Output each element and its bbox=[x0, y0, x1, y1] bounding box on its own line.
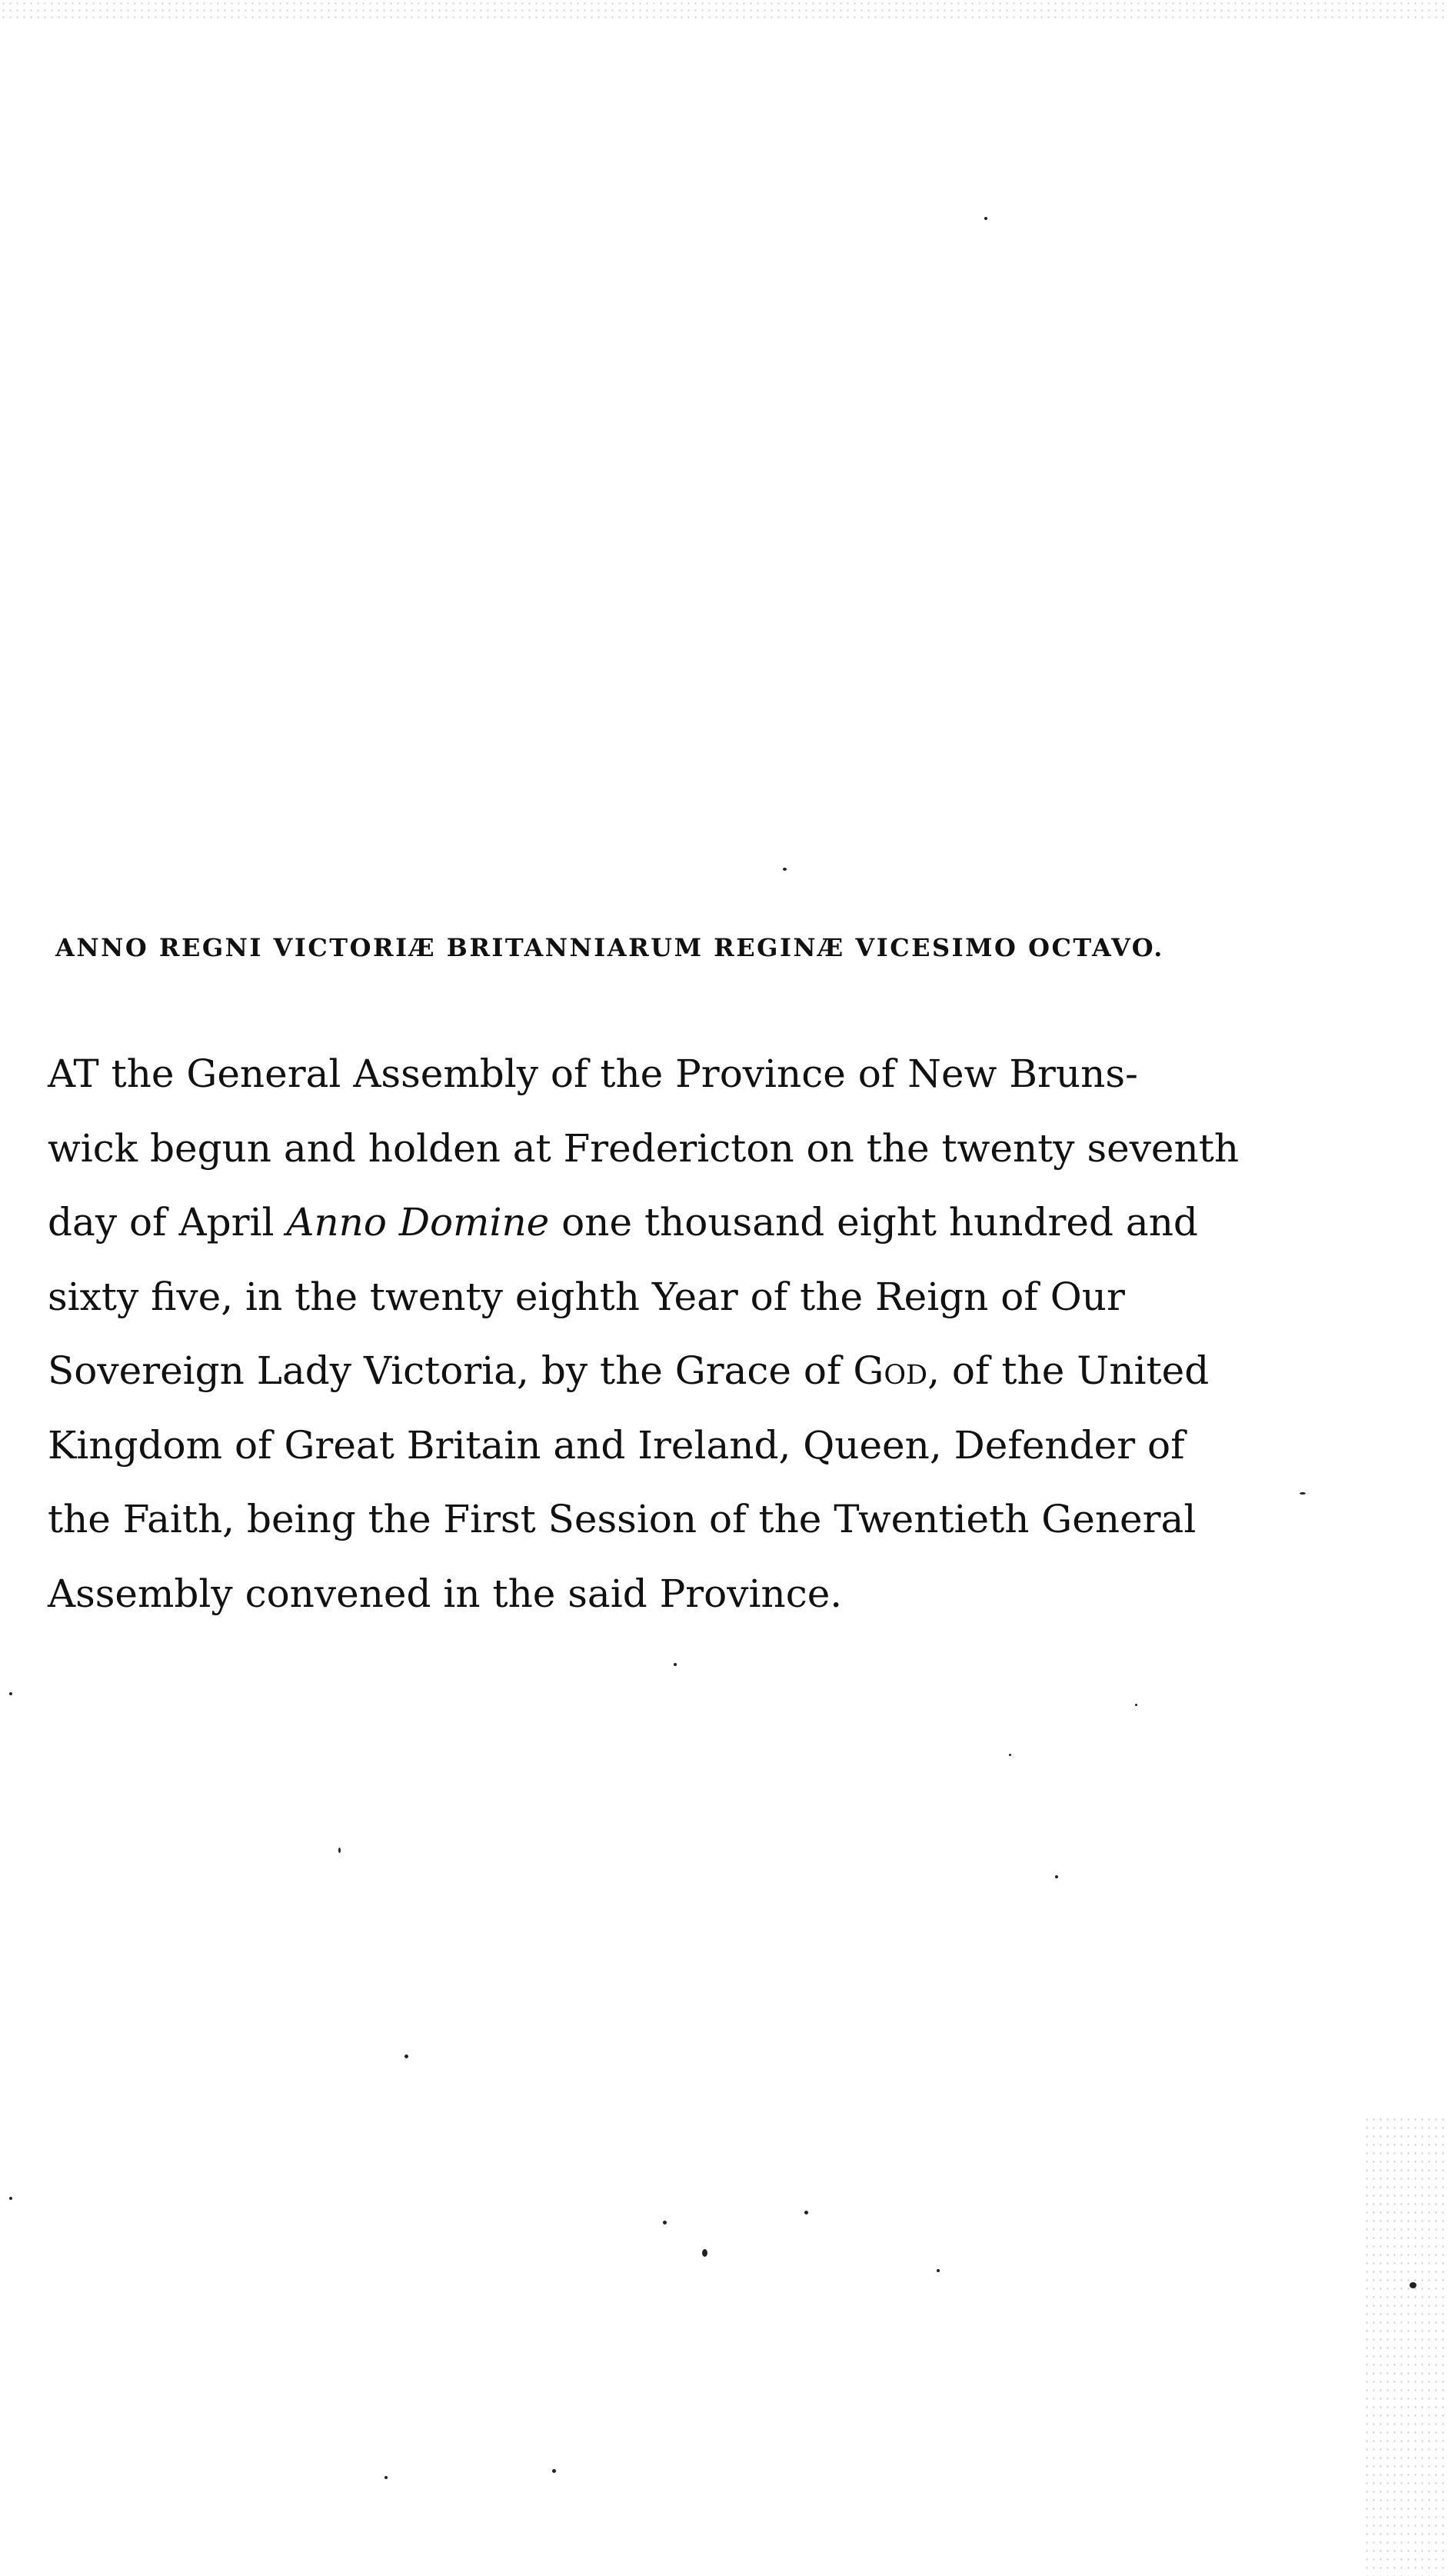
scan-edge-noise-top bbox=[0, 0, 1448, 23]
scan-speck bbox=[937, 2269, 940, 2272]
scan-speck bbox=[1135, 1704, 1137, 1706]
scan-speck bbox=[1055, 1875, 1058, 1878]
scan-speck bbox=[384, 2476, 388, 2479]
text-line: Kingdom of Great Britain and Ireland, Queen, Defender of bbox=[48, 1422, 1185, 1468]
text-line: wick begun and holden at Fredericton on the twenty seventh bbox=[48, 1125, 1240, 1171]
scan-speck bbox=[1300, 1492, 1306, 1495]
small-caps-word: God bbox=[853, 1348, 928, 1393]
text-run: one thousand eight hundred and bbox=[549, 1200, 1198, 1245]
text-run: day of April bbox=[48, 1200, 287, 1245]
scan-speck bbox=[1009, 1754, 1011, 1756]
scan-speck bbox=[9, 2197, 12, 2200]
scan-speck bbox=[783, 868, 787, 871]
scan-speck bbox=[1410, 2282, 1416, 2288]
scan-speck bbox=[804, 2211, 808, 2214]
text-line: Assembly convened in the said Province. bbox=[48, 1571, 843, 1616]
text-line: AT the General Assembly of the Province of New Bruns- bbox=[48, 1051, 1138, 1096]
scan-edge-noise-right bbox=[1363, 2115, 1448, 2576]
scan-speck bbox=[702, 2249, 707, 2257]
scan-speck bbox=[663, 2221, 667, 2224]
text-run: , of the United bbox=[927, 1348, 1210, 1393]
text-line bbox=[48, 1334, 1278, 1408]
document-heading: ANNO REGNI VICTORIÆ BRITANNIARUM REGINÆ VICESIMO OCTAVO. bbox=[55, 933, 1164, 962]
document-body bbox=[48, 1037, 1278, 1631]
scan-speck bbox=[9, 1692, 12, 1695]
scan-speck bbox=[404, 2054, 408, 2058]
scan-speck bbox=[552, 2469, 556, 2473]
text-line bbox=[48, 1185, 1278, 1260]
text-line: the Faith, being the First Session of the Twentieth General bbox=[48, 1497, 1197, 1541]
scan-speck bbox=[984, 217, 987, 220]
italic-phrase: Anno Domine bbox=[286, 1200, 550, 1245]
text-line: sixty five, in the twenty eighth Year of the Reign of Our bbox=[48, 1274, 1125, 1319]
scan-speck bbox=[674, 1663, 677, 1666]
text-run: Sovereign Lady Victoria, by the Grace of bbox=[48, 1348, 854, 1393]
scan-speck bbox=[338, 1848, 341, 1853]
